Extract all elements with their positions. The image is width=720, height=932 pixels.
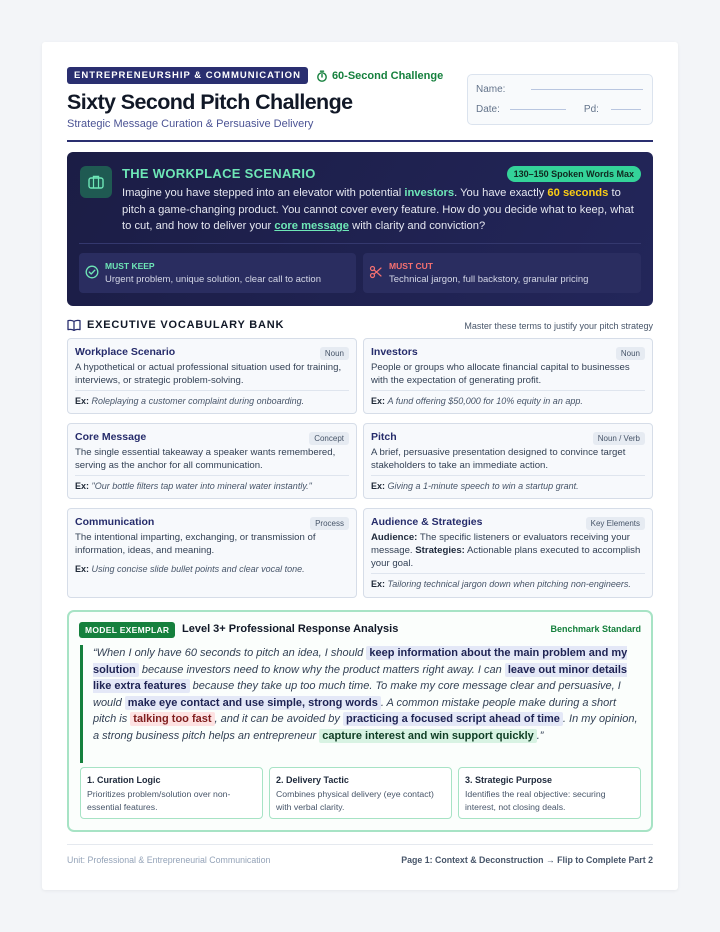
quote-text: , and it can be avoided by [214,713,343,725]
analysis-heading: 2. Delivery Tactic [276,775,349,785]
analysis-text: Identifies the real objective: securing interest, not closing deals. [465,789,606,812]
vocab-card-core-message [67,423,357,499]
analysis-text: Prioritizes problem/solution over non-essential features. [87,789,231,812]
must-cut-heading: MUST CUT [389,261,433,271]
must-keep-heading: MUST KEEP [105,261,155,271]
vocab-term: Pitch [371,431,397,443]
vocab-title [67,319,284,331]
vocab-example [75,475,349,491]
name-field[interactable] [531,89,643,90]
scenario-text-2: . You have exactly [454,187,548,199]
scissors-icon [369,265,383,279]
date-label: Date: [476,103,500,115]
word-limit-badge: 130–150 Spoken Words Max [507,166,641,182]
core-message-highlight: core message [274,220,349,232]
analysis-heading: 1. Curation Logic [87,775,161,785]
page-subtitle: Strategic Message Curation & Persuasive Delivery [67,118,314,130]
period-field[interactable] [611,109,641,110]
exemplar-badge: MODEL EXEMPLAR [79,622,175,638]
scenario-text-1: Imagine you have stepped into an elevator with potential [122,187,405,199]
vocab-definition: The single essential takeaway a speaker wants remembered, serving as the anchor for all communication. [75,447,336,471]
briefcase-icon [80,166,112,198]
scenario-title: THE WORKPLACE SCENARIO [122,166,316,181]
example-label: Ex: [75,564,90,574]
vocab-example [371,573,645,589]
vocab-grid [67,338,653,600]
quote-text: . A common mistake people make during a short pitch is [93,696,617,725]
page-title: Sixty Second Pitch Challenge [67,90,353,114]
analysis-heading: 3. Strategic Purpose [465,775,553,785]
analysis-point-curation [80,767,263,819]
example-text: Tailoring technical jargon down when pitching non-engineers. [387,579,631,589]
seconds-highlight: 60 seconds [547,187,609,199]
quote-text: “When I only have 60 seconds to pitch an idea, I should [93,647,367,659]
challenge-label [316,70,443,82]
stopwatch-icon [316,70,328,82]
vocab-title-text: EXECUTIVE VOCABULARY BANK [87,319,285,331]
check-circle-icon [85,265,99,279]
audience-label: Audience: [371,532,418,543]
example-label: Ex: [371,481,386,491]
date-field[interactable] [510,109,566,110]
page-footer [67,844,653,870]
highlight-solution: practicing a focused script ahead of time [343,712,563,726]
analysis-point-purpose [458,767,641,819]
student-info-box [467,74,653,125]
part-of-speech-badge: Concept [309,432,349,445]
example-text: Roleplaying a customer complaint during onboarding. [91,396,305,406]
quote-text: because they take up too much time. To make my core message clear and persuasive, I would [93,680,621,709]
example-text: A fund offering $50,000 for 10% equity in an app. [387,396,583,406]
quote-text: .” [536,729,544,742]
part-of-speech-badge: Noun [320,347,349,360]
worksheet-content [67,67,653,870]
highlight-cut: leave out minor details like extra features [93,663,628,692]
example-text: "Our bottle filters tap water into mineral water instantly." [91,481,312,491]
subject-tag: ENTREPRENEURSHIP & COMMUNICATION [67,67,308,84]
investors-highlight: investors [404,187,455,199]
must-keep-box [79,253,356,293]
exemplar-quote [80,645,641,763]
vocab-card-audience-strategies [363,508,653,598]
benchmark-label: Benchmark Standard [550,624,641,634]
quote-text: because investors need to know why the product matters right away. I can [138,663,505,676]
scenario-text-4: with clarity and conviction? [349,220,486,232]
vocab-definition: A hypothetical or actual professional situation used for training, interviews, or strategic problem-solving. [75,362,342,386]
example-text: Using concise slide bullet points and clear vocal tone. [91,564,305,574]
example-label: Ex: [75,396,90,406]
analysis-text: Combines physical delivery (eye contact) with verbal clarity. [276,789,434,812]
highlight-delivery: make eye contact and use simple, strong words [125,696,381,710]
name-label: Name: [476,83,506,95]
challenge-text: 60-Second Challenge [331,69,444,82]
header [67,67,653,159]
vocab-definition: The intentional imparting, exchanging, or transmission of information, ideas, and meaning. [75,532,316,556]
open-book-icon [67,319,81,331]
pd-label: Pd: [583,103,599,115]
model-exemplar-panel [67,610,653,832]
exemplar-title: Level 3+ Professional Response Analysis [182,623,399,635]
date-row [476,103,644,115]
quote-text: . In my opinion, a strong business pitch helps an entrepreneur [93,713,638,742]
must-cut-box [363,253,641,293]
vocab-definition: A brief, persuasive presentation designed to convince target stakeholders to take an immediate action. [371,447,626,471]
vocab-card-investors [363,338,653,414]
strategies-definition: Actionable plans executed to accomplish your goal. [371,545,641,569]
vocab-term: Investors [371,346,418,358]
page-indicator: Page 1: Context & Deconstruction → Flip to Complete Part 2 [401,855,653,865]
vocab-term: Workplace Scenario [75,346,176,358]
worksheet-page [42,42,678,890]
vocab-example [371,475,645,491]
vocab-note: Master these terms to justify your pitch strategy [464,321,653,331]
vocab-header [67,318,653,334]
name-row [476,83,644,95]
vocab-definition: People or groups who allocate financial capital to businesses with the expectation of generating profit. [371,362,630,386]
scenario-text [122,185,639,235]
vocab-example [75,560,349,574]
analysis-point-delivery [269,767,452,819]
vocab-term: Core Message [75,431,147,443]
example-label: Ex: [371,396,386,406]
highlight-mistake: talking too fast [130,712,214,726]
scenario-text-3: to pitch a game-changing product. You cannot cover every feature. How do you decide what to keep, what to cut, and how to deliver your [122,187,634,232]
vocab-card-workplace-scenario [67,338,357,414]
vocab-example [371,390,645,406]
highlight-keep: keep information about the main problem and my solution [93,647,628,676]
scenario-panel [67,152,653,306]
part-of-speech-badge: Process [310,517,349,530]
vocab-term: Audience & Strategies [371,516,483,528]
vocab-card-pitch [363,423,653,499]
example-label: Ex: [371,579,386,589]
vocab-example [75,390,349,406]
part-of-speech-badge: Noun [616,347,645,360]
strategies-label: Strategies: [415,545,465,556]
audience-definition: The specific listeners or evaluators receiving your message. [371,532,630,556]
example-label: Ex: [75,481,90,491]
part-of-speech-badge: Noun / Verb [593,432,645,445]
scenario-divider [79,243,641,244]
vocab-card-communication [67,508,357,598]
vocab-term: Communication [75,516,155,528]
example-text: Giving a 1-minute speech to win a startup grant. [387,481,579,491]
highlight-purpose: capture interest and win support quickly [319,729,536,743]
vocab-definition [371,531,645,570]
part-of-speech-badge: Key Elements [586,517,645,530]
must-cut-text: Technical jargon, full backstory, granular pricing [389,274,589,285]
must-keep-text: Urgent problem, unique solution, clear call to action [105,274,321,285]
unit-label: Unit: Professional & Entrepreneurial Communication [67,855,271,865]
